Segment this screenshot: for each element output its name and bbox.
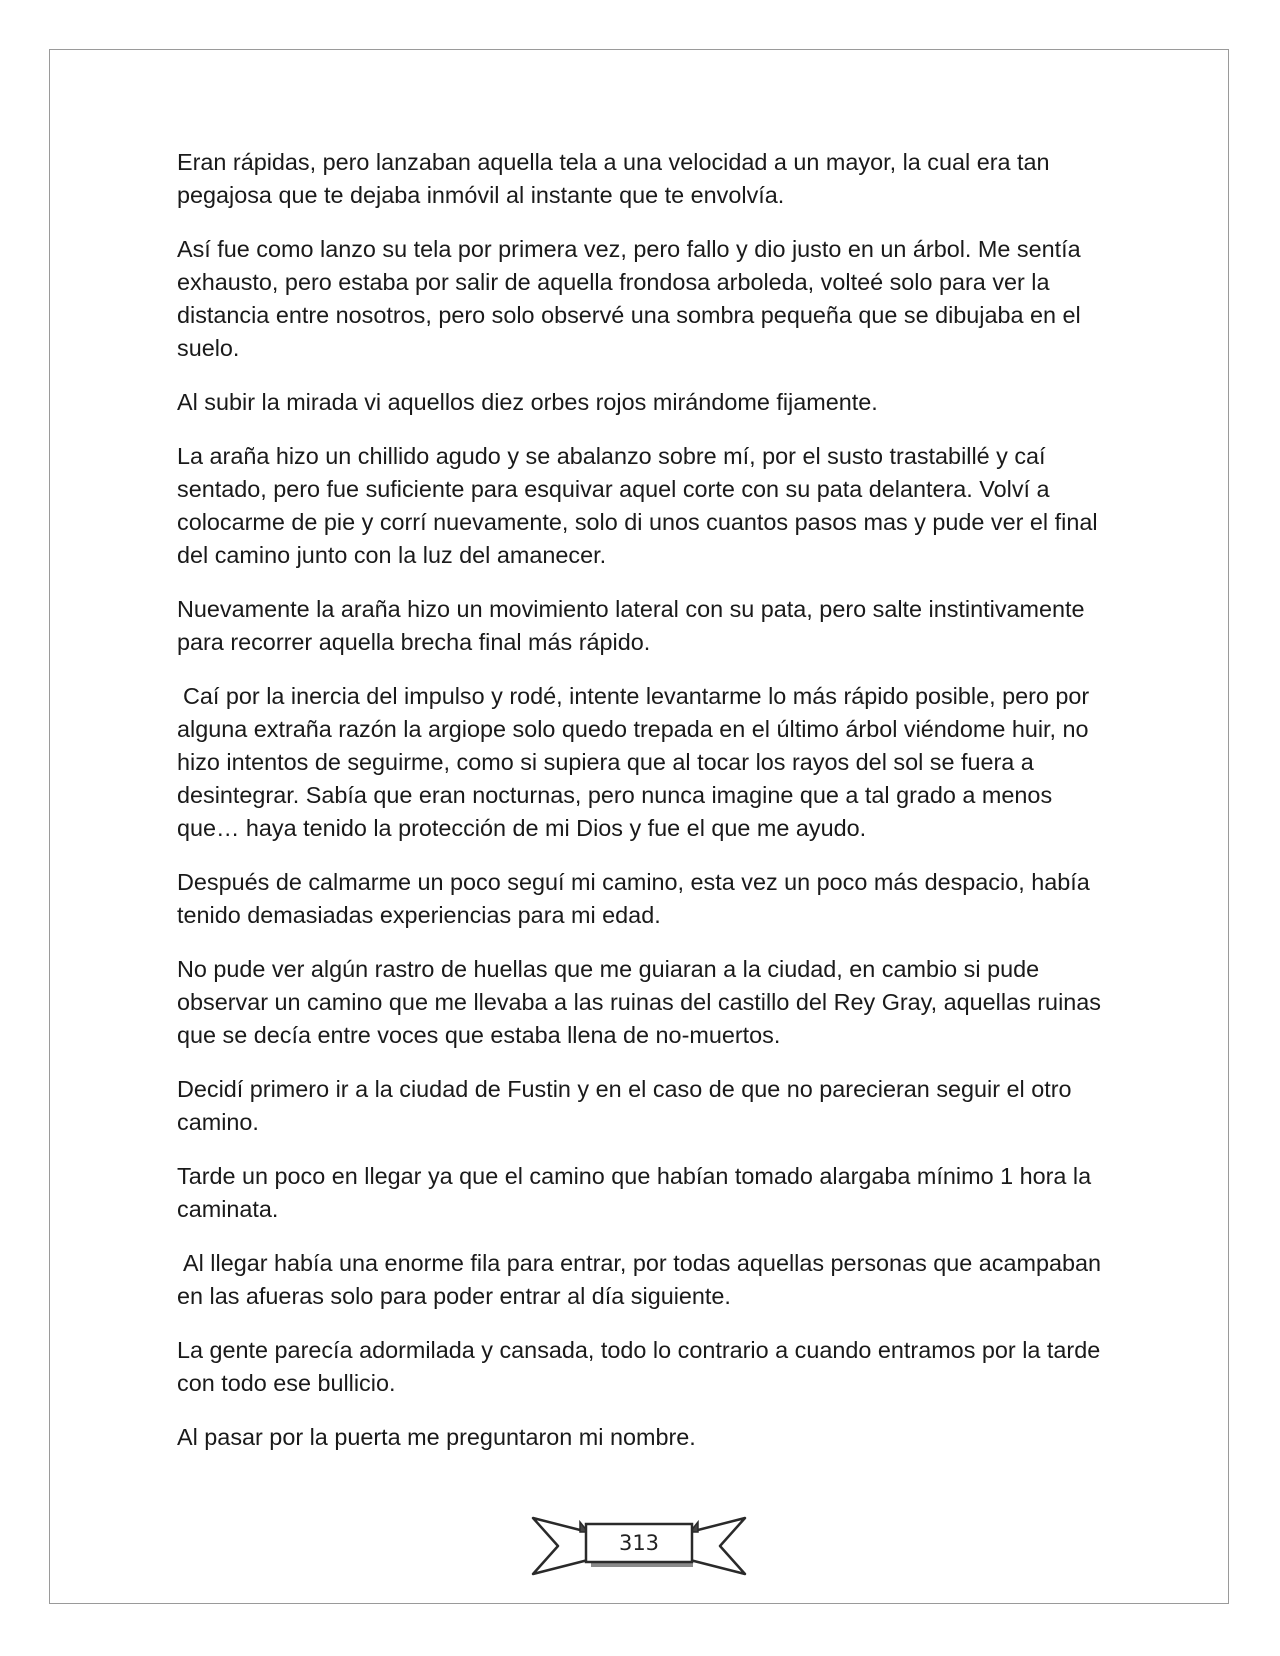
page-number: 313 [618, 1531, 660, 1555]
body-text [177, 146, 1107, 1475]
page-number-banner [528, 1512, 750, 1584]
paragraph: Caí por la inercia del impulso y rodé, intente levantarme lo más rápido posible, pero por alguna extraña razón la argiope solo quedo trepada en el último árbol viéndome huir, no hizo intentos de seguirme, como si supiera que al tocar los rayos del sol se fuera a desintegrar. Sabía que eran nocturnas, pero nunca imagine que a tal grado a menos que… haya tenido la protección de mi Dios y fue el que me ayudo. [177, 683, 1090, 841]
paragraph: Al llegar había una enorme fila para entrar, por todas aquellas personas que acampaban en las afueras solo para poder entrar al día siguiente. [177, 1250, 1102, 1309]
paragraph: Así fue como lanzo su tela por primera vez, pero fallo y dio justo en un árbol. Me sentía exhausto, pero estaba por salir de aquella frondosa arboleda, volteé solo para ver la distancia entre nosotros, pero solo observé una sombra pequeña que se dibujaba en el suelo. [177, 236, 1081, 361]
paragraph: Al pasar por la puerta me preguntaron mi nombre. [177, 1424, 696, 1450]
paragraph: Nuevamente la araña hizo un movimiento lateral con su pata, pero salte instintivamente para recorrer aquella brecha final más rápido. [177, 596, 1085, 655]
paragraph: Al subir la mirada vi aquellos diez orbes rojos mirándome fijamente. [177, 389, 878, 415]
paragraph: La araña hizo un chillido agudo y se abalanzo sobre mí, por el susto trastabillé y caí sentado, pero fue suficiente para esquivar aquel corte con su pata delantera. Volví a colocarme de pie y corrí nuevamente, solo di unos cuantos pasos mas y pude ver el final del camino junto con la luz del amanecer. [177, 443, 1098, 568]
paragraph: Después de calmarme un poco seguí mi camino, esta vez un poco más despacio, había tenido demasiadas experiencias para mi edad. [177, 869, 1090, 928]
paragraph: Eran rápidas, pero lanzaban aquella tela a una velocidad a un mayor, la cual era tan pegajosa que te dejaba inmóvil al instante que te envolvía. [177, 149, 1050, 208]
paragraph: Tarde un poco en llegar ya que el camino que habían tomado alargaba mínimo 1 hora la caminata. [177, 1163, 1092, 1222]
paragraph: Decidí primero ir a la ciudad de Fustin y en el caso de que no parecieran seguir el otro camino. [177, 1076, 1072, 1135]
paragraph: La gente parecía adormilada y cansada, todo lo contrario a cuando entramos por la tarde con todo ese bullicio. [177, 1337, 1101, 1396]
paragraph: No pude ver algún rastro de huellas que me guiaran a la ciudad, en cambio si pude observar un camino que me llevaba a las ruinas del castillo del Rey Gray, aquellas ruinas que se decía entre voces que estaba llena de no-muertos. [177, 956, 1101, 1048]
